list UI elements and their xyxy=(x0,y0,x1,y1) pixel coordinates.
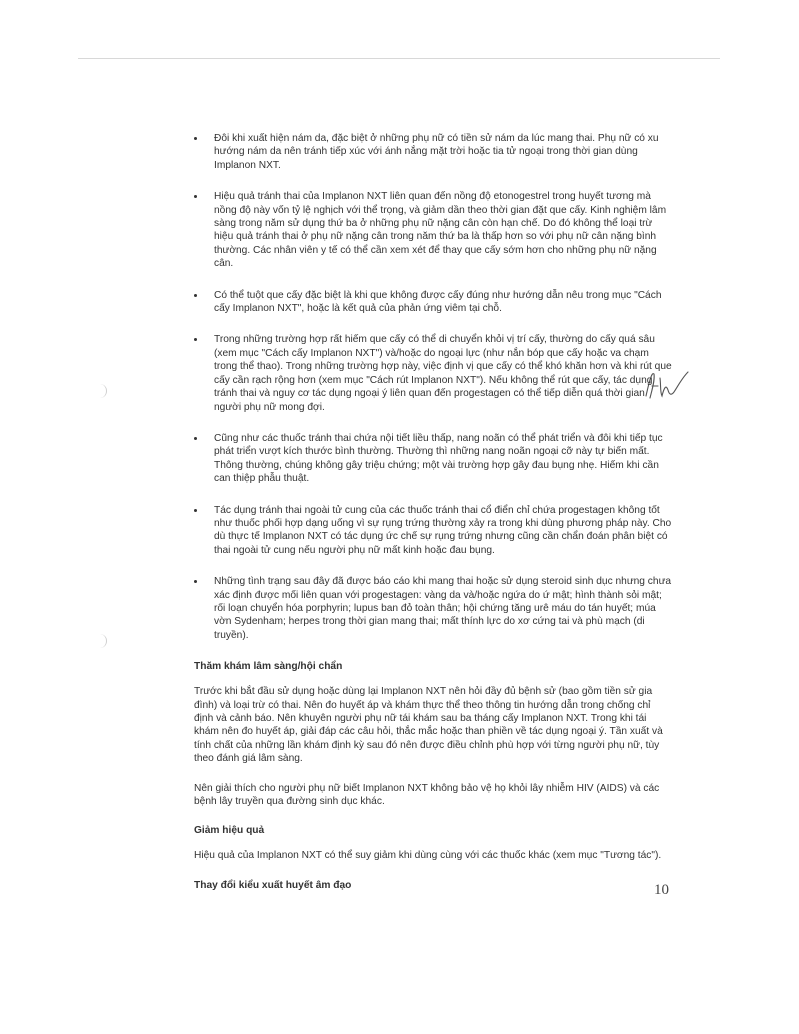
list-item-text: Những tình trạng sau đây đã được báo cáo khi mang thai hoặc sử dụng steroid sinh dục nhưng chưa xác định được mối liên quan với progestagen: vàng da và/hoặc ngứa do ứ mật; hình thành sỏi mật; rối loạn chuyển hóa porphyrin; lupus ban đỏ toàn thân; hội chứng tăng urê máu do tán huyết; múa vờn Sydenham; herpes trong thời gian mang thai; mất thính lực do xơ cứng tai và phù mạch (di truyền). xyxy=(214,576,672,641)
punch-hole-mark xyxy=(98,634,107,648)
list-item xyxy=(194,432,672,486)
bullet-icon xyxy=(194,437,197,440)
bullet-icon xyxy=(194,294,197,297)
bullet-icon xyxy=(194,137,197,140)
list-item xyxy=(194,575,672,642)
header-rule xyxy=(78,58,720,59)
list-item-text: Cũng như các thuốc tránh thai chứa nội tiết liều thấp, nang noãn có thể phát triển và đôi khi tiếp tục phát triển vượt kích thước bình thường. Thường thì những nang noãn ngoại cỡ này tự biến mất. Thông thường, chúng không gây triệu chứng; một vài trường hợp gây đau bụng nhẹ. Hiếm khi cần can thiệp phẫu thuật. xyxy=(214,432,663,485)
section-heading-clinical-exam: Thăm khám lâm sàng/hội chẩn xyxy=(194,661,343,673)
bullet-icon xyxy=(194,195,197,198)
list-item xyxy=(194,333,672,413)
list-item xyxy=(194,132,672,172)
paragraph: Hiệu quả của Implanon NXT có thể suy giảm khi dùng cùng với các thuốc khác (xem mục "Tương tác"). xyxy=(194,850,662,862)
list-item-text: Trong những trường hợp rất hiếm que cấy có thể di chuyển khỏi vị trí cấy, thường do cấy quá sâu (xem mục "Cách cấy Implanon NXT") và/hoặc do ngoại lực (như nắn bóp que cấy hoặc va chạm trong thể thao). Trong những trường hợp này, việc định vị que cấy có thể khó khăn hơn và khi rút que cấy cần rạch rộng hơn (xem mục "Cách rút Implanon NXT"). Nếu không thể rút que cấy, tác dụng tránh thai và nguy cơ tác dụng ngoại ý liên quan đến progestagen có thể tiếp diễn quá thời gian người phụ nữ mong đợi. xyxy=(214,334,672,413)
list-item-text: Hiệu quả tránh thai của Implanon NXT liên quan đến nồng độ etonogestrel trong huyết tương mà nồng độ này vốn tỷ lệ nghịch với thể trọng, và giảm dần theo thời gian đặt que cấy. Kinh nghiệm lâm sàng trong năm sử dụng thứ ba ở những phụ nữ nặng cân còn hạn chế. Do đó không thể loại trừ hiệu quả tránh thai ở phụ nữ nặng cân trong năm thứ ba là thấp hơn so với phụ nữ cân nặng bình thường. Các nhân viên y tế có thể cần xem xét để thay que cấy sớm hơn cho những phụ nữ nặng cân. xyxy=(214,191,667,270)
list-item xyxy=(194,504,672,558)
paragraph: Nên giải thích cho người phụ nữ biết Implanon NXT không bảo vệ họ khỏi lây nhiễm HIV (AIDS) và các bệnh lây truyền qua đường sinh dục khác. xyxy=(194,782,660,808)
section-heading-reduced-efficacy: Giảm hiệu quả xyxy=(194,825,265,837)
page-number: 10 xyxy=(654,882,669,898)
bullet-icon xyxy=(194,509,197,512)
section-heading-bleeding-pattern: Thay đổi kiểu xuất huyết âm đạo xyxy=(194,879,352,891)
list-item xyxy=(194,289,672,316)
page-content xyxy=(194,132,672,904)
list-item xyxy=(194,190,672,270)
punch-hole-mark xyxy=(98,384,107,398)
precautions-list xyxy=(194,132,672,642)
list-item-text: Có thể tuột que cấy đặc biệt là khi que không được cấy đúng như hướng dẫn nêu trong mục "Cách cấy Implanon NXT", hoặc là kết quả của phản ứng viêm tại chỗ. xyxy=(214,289,662,315)
paragraph: Trước khi bắt đầu sử dụng hoặc dùng lại Implanon NXT nên hỏi đầy đủ bệnh sử (bao gồm tiền sử gia đình) và loại trừ có thai. Nên đo huyết áp và khám thực thể theo thông tin hướng dẫn trong chống chỉ định và cảnh báo. Nên khuyên người phụ nữ tái khám sau ba tháng cấy Implanon NXT. Trong khi tái khám nên đo huyết áp, giải đáp các câu hỏi, thắc mắc hoặc than phiền về tác dụng ngoại ý. Tần xuất và tính chất của những lần khám định kỳ sau đó nên được điều chỉnh phù hợp với từng người phụ nữ, tùy theo đánh giá lâm sàng. xyxy=(194,686,663,765)
bullet-icon xyxy=(194,338,197,341)
list-item-text: Đôi khi xuất hiện nám da, đặc biệt ở những phụ nữ có tiền sử nám da lúc mang thai. Phụ nữ có xu hướng nám da nên tránh tiếp xúc với ánh nắng mặt trời hoặc tia tử ngoại trong thời gian dùng Implanon NXT. xyxy=(214,133,659,171)
bullet-icon xyxy=(194,580,197,583)
list-item-text: Tác dụng tránh thai ngoài tử cung của các thuốc tránh thai cổ điển chỉ chứa progestagen không tốt như thuốc phối hợp dạng uống vì sự rụng trứng thường xảy ra trong khi dùng phương pháp này. Cho dù thực tế Implanon NXT có tác dụng ức chế sự rụng trứng nhưng cũng cần chẩn đoán phân biệt có thai ngoài tử cung nếu người phụ nữ mất kinh hoặc đau bụng. xyxy=(214,504,672,556)
